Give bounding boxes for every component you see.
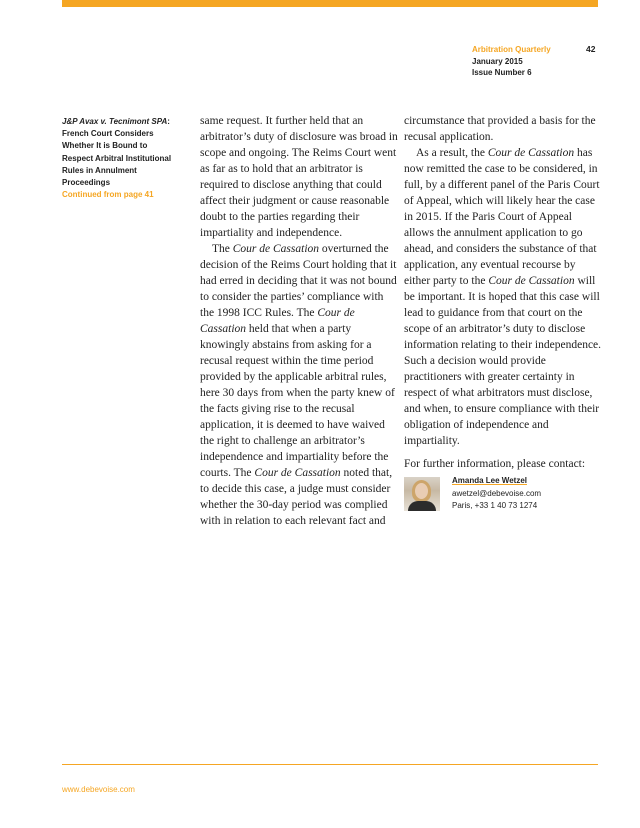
page-number: 42 xyxy=(586,44,596,54)
footer-divider xyxy=(62,764,598,765)
contact-email[interactable]: awetzel@debevoise.com xyxy=(452,488,542,498)
footer-url[interactable]: www.debevoise.com xyxy=(62,785,135,794)
contact-prompt: For further information, please contact: xyxy=(404,458,586,470)
contact-photo xyxy=(404,477,440,511)
paragraph: The Cour de Cassation overturned the decision of the Reims Court holding that it had erred in deciding that it was not bound to consider the parties’ compliance with the 1998 ICC Rules. The Cour de Cassation held that when a party knowingly abstains from asking for a recusal request within the time period provided by the applicable arbitral rules, here 30 days from when the party knew of the facts giving rise to the recusal application, it is deemed to have waived the right to challenge an arbitrator’s independence and impartiality before the courts. The Cour de Cassation noted that, to decide this case, a judge must consider whether the 30-day period was complied with in relation to each relevant fact and xyxy=(200,243,397,527)
body-column-1 xyxy=(200,113,398,529)
paragraph: circumstance that provided a basis for the recusal application. xyxy=(404,115,596,143)
paragraph: As a result, the Cour de Cassation has now remitted the case to be considered, in full, by a different panel of the Paris Court of Appeal, which will likely hear the case in 2015. If the Paris Court of Appeal allows the annulment application to go ahead, and considers the substance of that application, any eventual recourse by either party to the Cour de Cassation will be important. It is hoped that this case will lead to guidance from that court on the scope of an arbitrator’s duty to disclose information relating to their independence. Such a decision would provide practitioners with greater certainty in respect of what arbitrators must disclose, and when, to ensure compliance with their obligation of independence and impartiality. xyxy=(404,147,602,447)
case-name: J&P Avax v. Tecnimont SPA xyxy=(62,117,168,126)
contact-name[interactable]: Amanda Lee Wetzel xyxy=(452,476,527,485)
body-column-2 xyxy=(404,113,602,472)
top-accent-bar xyxy=(62,0,598,7)
issue-date: January 2015 xyxy=(472,56,523,66)
continued-from-link[interactable]: Continued from page 41 xyxy=(62,190,154,200)
sidebar-title-text: : French Court Considers Whether It is Bound to Respect Arbitral Institutional Rules in Annulment Proceedings xyxy=(62,117,172,188)
issue-number: Issue Number 6 xyxy=(472,68,532,77)
paragraph: same request. It further held that an arbitrator’s duty of disclosure was broad in scope and ongoing. The Reims Court went as far as to hold that an arbitrator is required to disclose anything that could affect their judgment or cause reasonable doubt to the parties regarding their impartiality and independence. xyxy=(200,115,398,239)
contact-info xyxy=(452,475,541,513)
sidebar-article-title xyxy=(62,116,174,201)
contact-phone: Paris, +33 1 40 73 1274 xyxy=(452,501,538,510)
publication-title: Arbitration Quarterly xyxy=(472,45,551,54)
